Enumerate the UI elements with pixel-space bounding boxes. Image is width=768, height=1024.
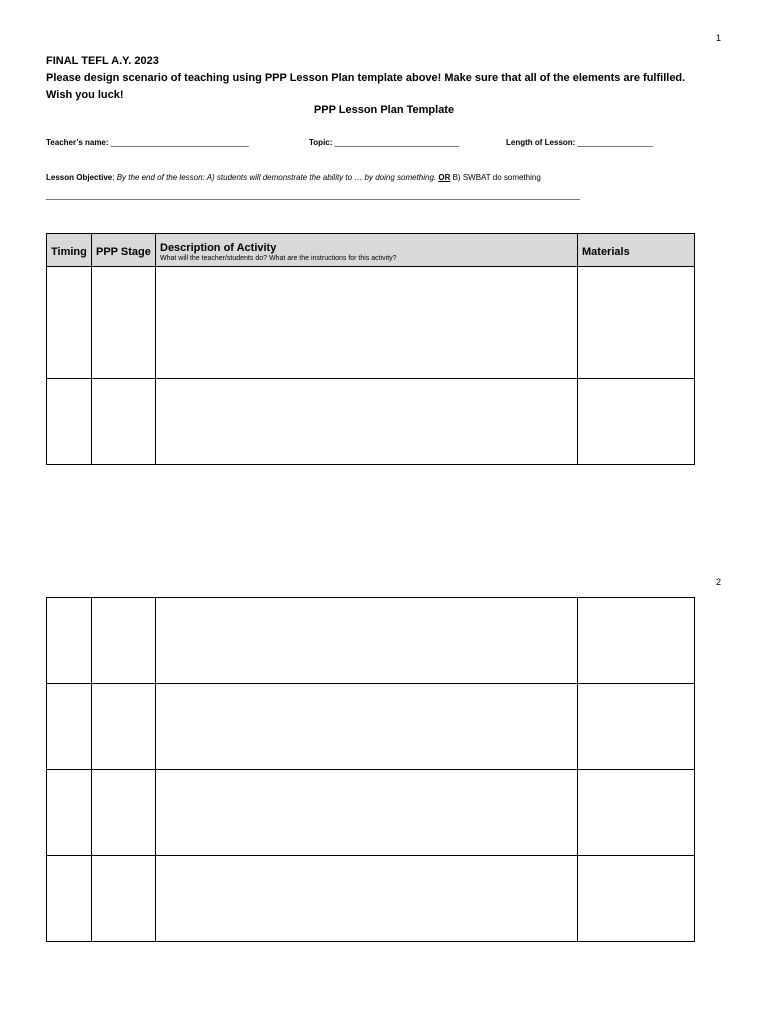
- topic-label: Topic:: [309, 138, 333, 147]
- description-cell[interactable]: [156, 267, 578, 379]
- timing-cell[interactable]: [47, 267, 92, 379]
- table-row: [47, 379, 695, 465]
- ppp-stage-cell[interactable]: [92, 856, 156, 942]
- objective-colon: :: [112, 173, 115, 182]
- ppp-stage-cell[interactable]: [92, 598, 156, 684]
- description-cell[interactable]: [156, 770, 578, 856]
- table-row: [47, 598, 695, 684]
- timing-header: Timing: [47, 234, 92, 267]
- timing-cell[interactable]: [47, 598, 92, 684]
- table-row: [47, 684, 695, 770]
- table-row: [47, 856, 695, 942]
- materials-cell[interactable]: [578, 856, 695, 942]
- length-of-lesson-field[interactable]: [506, 138, 653, 147]
- page-number-2: 2: [716, 577, 722, 587]
- objective-option-b: B) SWBAT do something: [450, 173, 541, 182]
- timing-cell[interactable]: [47, 770, 92, 856]
- exam-title: FINAL TEFL A.Y. 2023: [46, 55, 159, 67]
- table-row: [47, 267, 695, 379]
- teacher-name-blank[interactable]: _______________________________: [108, 138, 249, 147]
- teacher-name-label: Teacher’s name:: [46, 138, 109, 147]
- description-header-subtitle: What will the teacher/students do? What are the instructions for this activity?: [160, 255, 397, 262]
- materials-cell[interactable]: [578, 598, 695, 684]
- table-header-row: [47, 234, 695, 267]
- topic-blank[interactable]: ____________________________: [332, 138, 460, 147]
- table-row: [47, 770, 695, 856]
- length-of-lesson-blank[interactable]: _________________: [575, 138, 654, 147]
- objective-or: OR: [438, 173, 451, 182]
- timing-cell[interactable]: [47, 684, 92, 770]
- description-cell[interactable]: [156, 856, 578, 942]
- ppp-stage-header: PPP Stage: [92, 234, 156, 267]
- ppp-stage-cell[interactable]: [92, 379, 156, 465]
- lesson-plan-table-page-1: [46, 233, 695, 465]
- materials-cell[interactable]: [578, 267, 695, 379]
- good-luck-note: Wish you luck!: [46, 89, 124, 101]
- description-cell[interactable]: [156, 684, 578, 770]
- description-cell[interactable]: [156, 379, 578, 465]
- length-of-lesson-label: Length of Lesson:: [506, 138, 576, 147]
- ppp-stage-cell[interactable]: [92, 684, 156, 770]
- materials-cell[interactable]: [578, 770, 695, 856]
- lesson-objective: [46, 173, 541, 182]
- timing-cell[interactable]: [47, 856, 92, 942]
- lesson-objective-label: Lesson Objective: [46, 173, 113, 182]
- ppp-stage-cell[interactable]: [92, 770, 156, 856]
- instructions: Please design scenario of teaching using PPP Lesson Plan template above! Make sure that all of the elements are fulfilled.: [46, 72, 686, 84]
- materials-cell[interactable]: [578, 379, 695, 465]
- topic-field[interactable]: [309, 138, 459, 147]
- materials-header: Materials: [578, 234, 695, 267]
- template-title: PPP Lesson Plan Template: [313, 104, 455, 116]
- description-header-title: Description of Activity: [160, 242, 277, 254]
- ppp-stage-cell[interactable]: [92, 267, 156, 379]
- objective-answer-line[interactable]: ________________________________________________________________________________________________________________________: [46, 191, 580, 200]
- teacher-name-field[interactable]: [46, 138, 249, 147]
- page-number-1: 1: [716, 33, 722, 43]
- lesson-plan-table-page-2: [46, 597, 695, 942]
- timing-cell[interactable]: [47, 379, 92, 465]
- description-cell[interactable]: [156, 598, 578, 684]
- description-header: [156, 234, 578, 267]
- objective-option-a: By the end of the lesson: A) students will demonstrate the ability to … by doing something.: [114, 173, 439, 182]
- materials-cell[interactable]: [578, 684, 695, 770]
